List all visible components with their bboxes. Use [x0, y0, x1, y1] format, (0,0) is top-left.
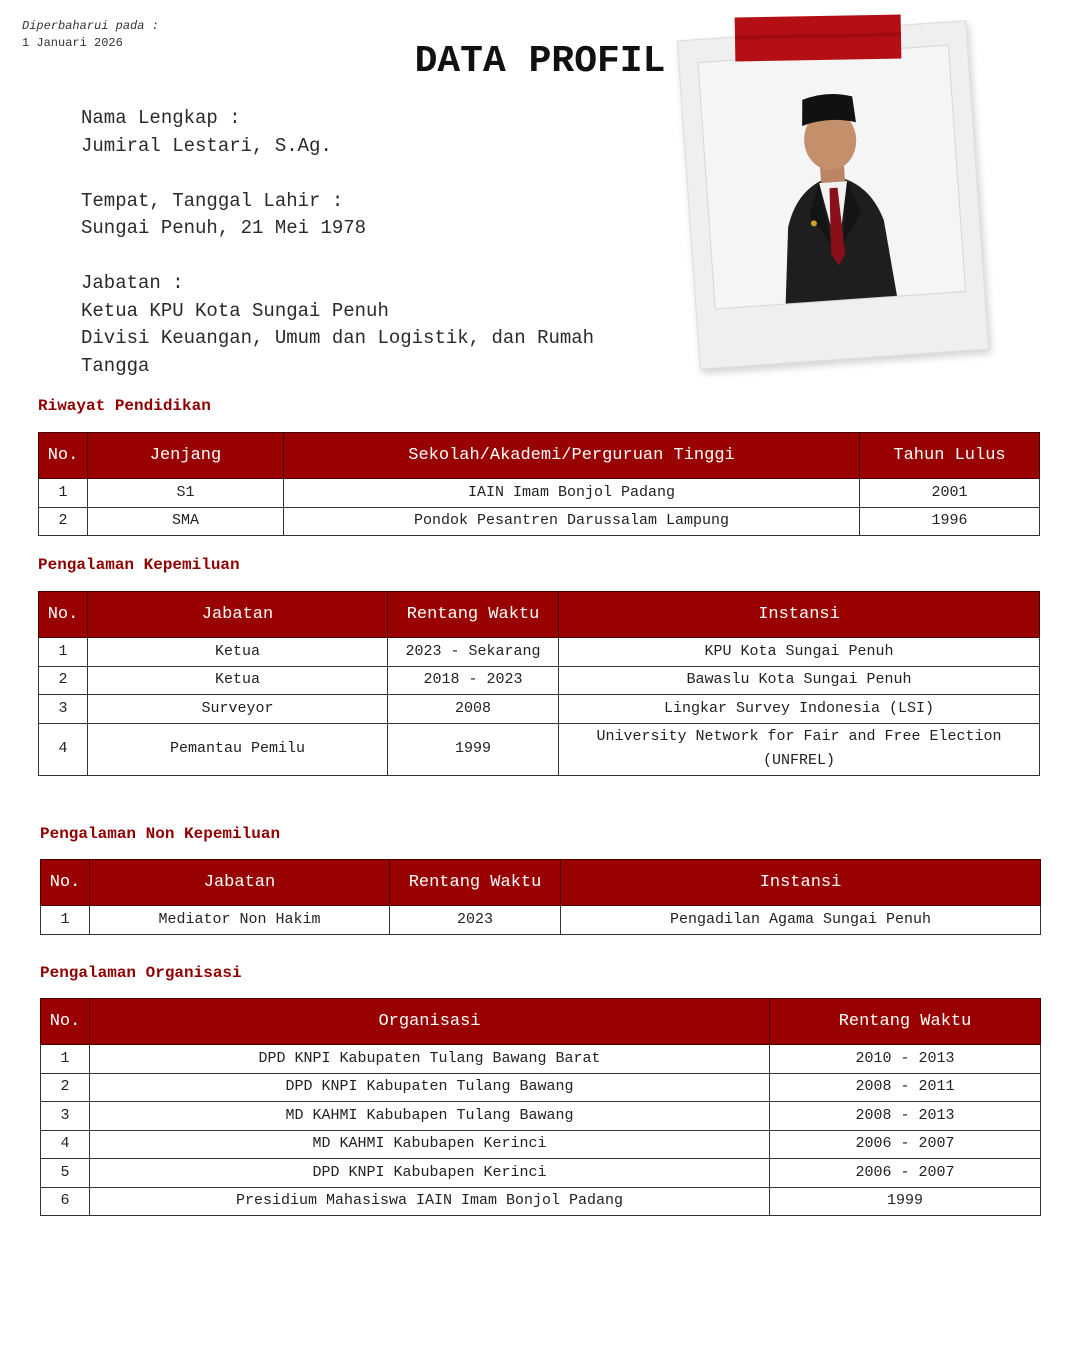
col-no: No. [39, 433, 88, 479]
table-row [41, 906, 1041, 935]
birth-label: Tempat, Tanggal Lahir : [81, 189, 344, 212]
cell-no: 2 [41, 1073, 90, 1102]
non-election-table [40, 859, 1041, 935]
cell-organisasi: DPD KNPI Kabupaten Tulang Bawang Barat [90, 1045, 770, 1074]
education-header-row [39, 433, 1040, 479]
cell-organisasi: DPD KNPI Kabubapen Kerinci [90, 1159, 770, 1188]
cell-rentang: 2008 - 2013 [770, 1102, 1041, 1131]
cell-no: 2 [39, 666, 88, 695]
cell-no: 1 [41, 906, 90, 935]
cell-instansi: Lingkar Survey Indonesia (LSI) [559, 695, 1040, 724]
cell-jabatan: Pemantau Pemilu [88, 723, 388, 775]
birth-value: Sungai Penuh, 21 Mei 1978 [81, 217, 367, 239]
cell-jabatan: Mediator Non Hakim [90, 906, 390, 935]
cell-instansi: University Network for Fair and Free Election (UNFREL) [559, 723, 1040, 775]
cell-no: 4 [41, 1130, 90, 1159]
table-row [39, 723, 1040, 775]
name-label: Nama Lengkap : [81, 107, 241, 129]
cell-no: 1 [39, 638, 88, 667]
col-rentang-waktu: Rentang Waktu [388, 592, 559, 638]
organization-table [40, 998, 1041, 1216]
cell-jabatan: Ketua [88, 666, 388, 695]
cell-tahun: 2001 [860, 479, 1040, 508]
cell-no: 1 [39, 479, 88, 508]
cell-jenjang: SMA [88, 507, 284, 536]
col-instansi: Instansi [561, 860, 1041, 906]
organization-title: Pengalaman Organisasi [40, 964, 242, 982]
col-jenjang: Jenjang [88, 433, 284, 479]
col-sekolah: Sekolah/Akademi/Perguruan Tinggi [284, 433, 860, 479]
cell-rentang: 2006 - 2007 [770, 1159, 1041, 1188]
table-row [41, 1073, 1041, 1102]
cell-rentang: 2008 [388, 695, 559, 724]
cell-no: 2 [39, 507, 88, 536]
election-header-row [39, 592, 1040, 638]
cell-no: 5 [41, 1159, 90, 1188]
col-jabatan: Jabatan [88, 592, 388, 638]
cell-organisasi: Presidium Mahasiswa IAIN Imam Bonjol Padang [90, 1187, 770, 1216]
table-row [41, 1102, 1041, 1131]
col-rentang-waktu: Rentang Waktu [390, 860, 561, 906]
education-table [38, 432, 1040, 536]
organization-header-row [41, 999, 1041, 1045]
update-date: 1 Januari 2026 [22, 36, 123, 50]
table-row [41, 1045, 1041, 1074]
table-row [41, 1130, 1041, 1159]
cell-organisasi: MD KAHMI Kabubapen Kerinci [90, 1130, 770, 1159]
cell-rentang: 1999 [770, 1187, 1041, 1216]
col-no: No. [41, 860, 90, 906]
cell-tahun: 1996 [860, 507, 1040, 536]
cell-organisasi: DPD KNPI Kabupaten Tulang Bawang [90, 1073, 770, 1102]
cell-rentang: 2006 - 2007 [770, 1130, 1041, 1159]
election-title: Pengalaman Kepemiluan [38, 556, 240, 574]
education-title: Riwayat Pendidikan [38, 397, 211, 415]
cell-rentang: 2008 - 2011 [770, 1073, 1041, 1102]
cell-organisasi: MD KAHMI Kabubapen Tulang Bawang [90, 1102, 770, 1131]
cell-rentang: 1999 [388, 723, 559, 775]
decorative-tape [735, 15, 902, 62]
cell-no: 1 [41, 1045, 90, 1074]
photo-frame [677, 20, 989, 369]
cell-jabatan: Ketua [88, 638, 388, 667]
election-table [38, 591, 1040, 776]
table-row [39, 479, 1040, 508]
cell-jenjang: S1 [88, 479, 284, 508]
table-row [41, 1159, 1041, 1188]
cell-instansi: KPU Kota Sungai Penuh [559, 638, 1040, 667]
col-organisasi: Organisasi [90, 999, 770, 1045]
cell-rentang: 2018 - 2023 [388, 666, 559, 695]
position-label: Jabatan : [81, 272, 184, 294]
col-no: No. [39, 592, 88, 638]
table-row [41, 1187, 1041, 1216]
non-election-header-row [41, 860, 1041, 906]
table-row [39, 638, 1040, 667]
col-instansi: Instansi [559, 592, 1040, 638]
cell-rentang: 2023 - Sekarang [388, 638, 559, 667]
position-value-2: Divisi Keuangan, Umum dan Logistik, dan Rumah Tangga [81, 327, 595, 377]
cell-sekolah: IAIN Imam Bonjol Padang [284, 479, 860, 508]
page-title: DATA PROFIL [414, 40, 666, 83]
profile-photo [697, 45, 966, 310]
cell-rentang: 2010 - 2013 [770, 1045, 1041, 1074]
table-row [39, 695, 1040, 724]
cell-rentang: 2023 [390, 906, 561, 935]
col-jabatan: Jabatan [90, 860, 390, 906]
bio-block [81, 105, 641, 380]
col-tahun-lulus: Tahun Lulus [860, 433, 1040, 479]
update-label: Diperbaharui pada : [22, 19, 159, 33]
cell-instansi: Pengadilan Agama Sungai Penuh [561, 906, 1041, 935]
col-rentang-waktu: Rentang Waktu [770, 999, 1041, 1045]
table-row [39, 666, 1040, 695]
name-value: Jumiral Lestari, S.Ag. [81, 134, 332, 157]
cell-instansi: Bawaslu Kota Sungai Penuh [559, 666, 1040, 695]
cell-sekolah: Pondok Pesantren Darussalam Lampung [284, 507, 860, 536]
cell-jabatan: Surveyor [88, 695, 388, 724]
cell-no: 4 [39, 723, 88, 775]
cell-no: 6 [41, 1187, 90, 1216]
position-value-1: Ketua KPU Kota Sungai Penuh [81, 299, 389, 322]
cell-no: 3 [41, 1102, 90, 1131]
col-no: No. [41, 999, 90, 1045]
cell-no: 3 [39, 695, 88, 724]
table-row [39, 507, 1040, 536]
non-election-title: Pengalaman Non Kepemiluan [40, 825, 281, 843]
person-portrait-icon [698, 45, 966, 309]
